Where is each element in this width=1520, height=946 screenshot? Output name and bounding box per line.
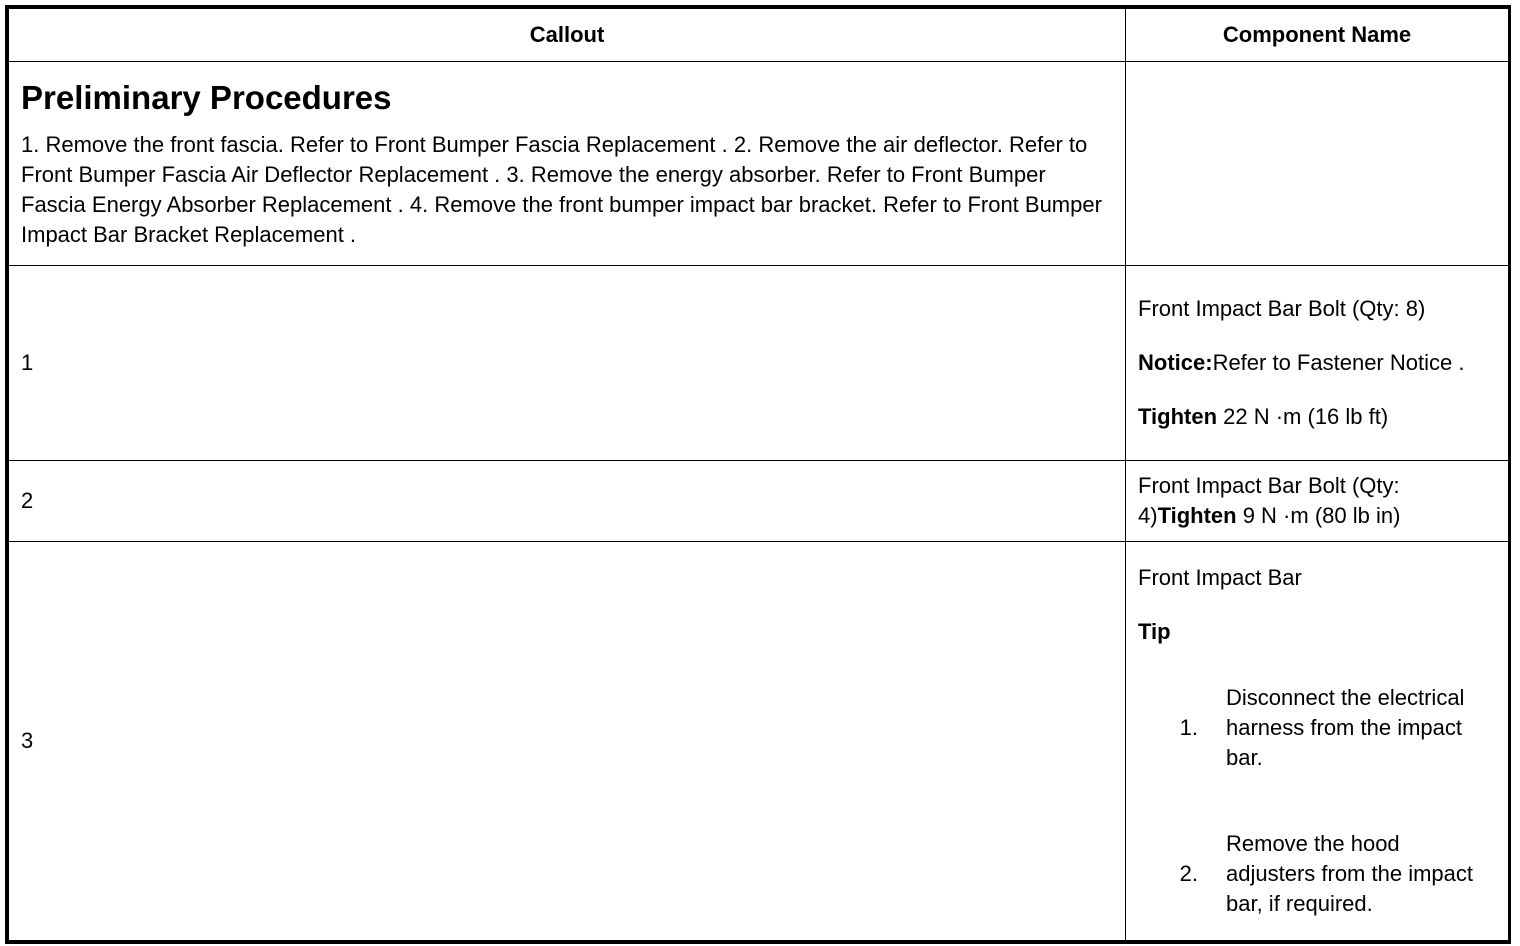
tip-item	[1138, 829, 1496, 919]
component-cell	[1126, 460, 1509, 542]
tip-number: 2.	[1179, 861, 1198, 887]
tip-label: Tip	[1138, 619, 1171, 645]
preliminary-text: 1. Remove the front fascia. Refer to Front Bumper Fascia Replacement . 2. Remove the air deflector. Refer to Front Bumper Fascia Air Deflector Replacement . 3. Remove the energy absorber. Refer to Front Bumper Fascia Energy Absorber Replacement . 4. Remove the front bumper impact bar bracket. Refer to Front Bumper Impact Bar Bracket Replacement .	[21, 131, 1102, 247]
component-name: Front Impact Bar	[1138, 565, 1302, 591]
table-row	[9, 266, 1509, 460]
component-name-with-spec	[1138, 471, 1496, 531]
component-name: Front Impact Bar Bolt (Qty: 8)	[1138, 296, 1426, 322]
component-name: Front Impact Bar Bolt (Qty: 4)	[1138, 472, 1400, 528]
preliminary-row	[9, 62, 1509, 266]
callout-cell: 1	[9, 266, 1126, 460]
tip-number: 1.	[1179, 715, 1198, 741]
component-cell	[1126, 266, 1509, 460]
preliminary-title: Preliminary Procedures	[21, 78, 392, 116]
component-name-header: Component Name	[1126, 9, 1509, 62]
header-row	[9, 9, 1509, 62]
tip-text: Disconnect the electrical harness from the impact bar.	[1226, 685, 1465, 771]
callout-cell: 2	[9, 460, 1126, 542]
notice-label: Notice:	[1138, 350, 1213, 376]
tighten-label: Tighten	[1157, 502, 1237, 528]
callout-cell: 3	[9, 542, 1126, 941]
table-row	[9, 460, 1509, 542]
preliminary-cell	[9, 62, 1126, 266]
notice-text: Refer to Fastener Notice .	[1212, 350, 1465, 376]
tip-list	[1138, 683, 1496, 919]
tighten-value: 9 N ·m (80 lb in)	[1236, 502, 1401, 528]
procedure-table-frame	[5, 5, 1511, 944]
tip-item	[1138, 683, 1496, 773]
tighten-spec	[1138, 402, 1496, 432]
preliminary-empty-cell	[1126, 62, 1509, 266]
tighten-value: 22 N ·m (16 lb ft)	[1217, 404, 1389, 430]
component-cell	[1126, 542, 1509, 941]
tip-text: Remove the hood adjusters from the impact bar, if required.	[1226, 831, 1473, 917]
callout-header: Callout	[9, 9, 1126, 62]
tighten-label: Tighten	[1138, 404, 1218, 430]
procedure-table	[8, 8, 1509, 941]
table-row	[9, 542, 1509, 941]
notice	[1138, 348, 1496, 378]
